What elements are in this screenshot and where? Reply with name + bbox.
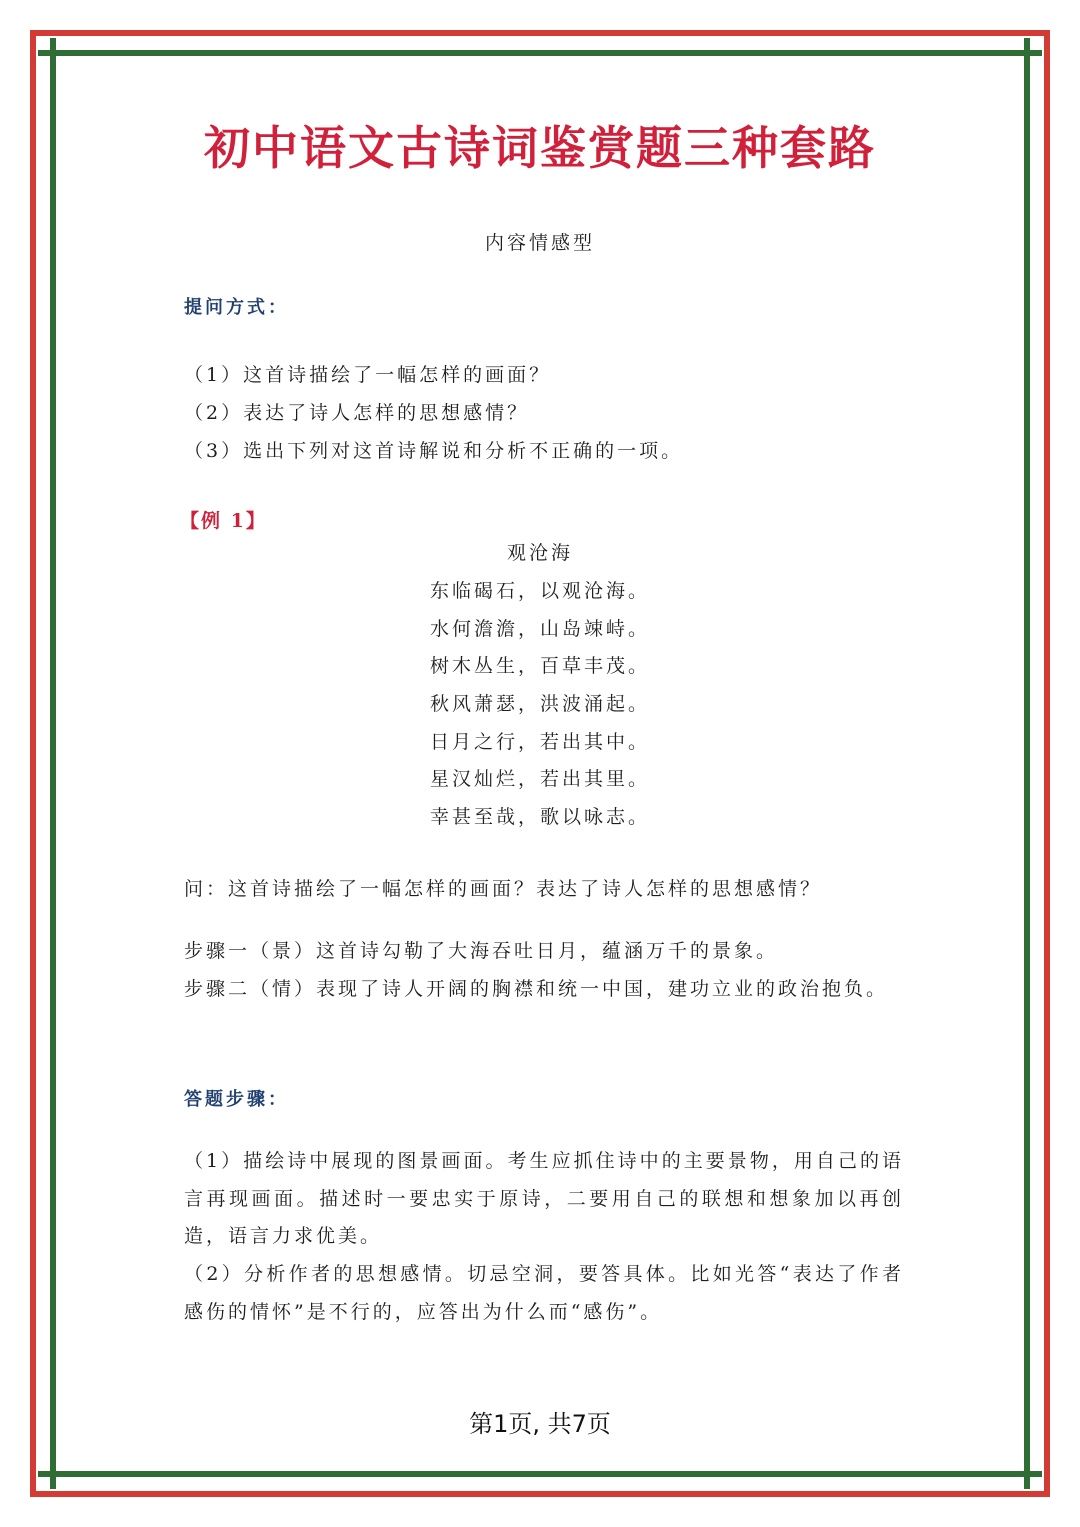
answer-step: （1）描绘诗中展现的图景画面。考生应抓住诗中的主要景物，用自己的语言再现画面。描述时一要忠实于原诗，二要用自己的联想和想象加以再创造，语言力求优美。 — [184, 1150, 904, 1248]
poem-line: 幸甚至哉，歌以咏志。 — [429, 806, 650, 829]
poem-title: 观沧海 — [506, 542, 573, 564]
question-heading: 提问方式： — [184, 297, 289, 318]
page-footer: 第1页, 共7页 — [469, 1410, 611, 1438]
frame-red-top — [30, 30, 1050, 36]
frame-green-bottom — [38, 1471, 1042, 1477]
question-item: （2）表达了诗人怎样的思想感情？ — [184, 402, 530, 424]
poem-line: 树木丛生，百草丰茂。 — [429, 655, 650, 678]
question-item: （3）选出下列对这首诗解说和分析不正确的一项。 — [184, 440, 684, 462]
poem-line: 秋风萧瑟，洪波涌起。 — [429, 693, 650, 716]
poem-line: 水何澹澹，山岛竦峙。 — [429, 617, 650, 640]
step-paragraph: 步骤二（情）表现了诗人开阔的胸襟和统一中国，建功立业的政治抱负。 — [184, 978, 889, 1000]
question-item: （1）这首诗描绘了一幅怎样的画面？ — [184, 364, 552, 386]
answer-step: （2）分析作者的思想感情。切忌空洞，要答具体。比如光答“表达了作者感伤的情怀”是不行的，应答出为什么而“感伤”。 — [184, 1263, 904, 1323]
poem-line: 星汉灿烂，若出其里。 — [429, 768, 650, 791]
document-title: 初中语文古诗词鉴赏题三种套路 — [204, 121, 876, 175]
poem-line: 日月之行，若出其中。 — [429, 730, 650, 753]
poem-line: 东临碣石，以观沧海。 — [429, 580, 650, 602]
poem-block — [0, 540, 1080, 842]
answer-heading: 答题步骤： — [184, 1089, 289, 1110]
document-subtitle: 内容情感型 — [484, 232, 595, 254]
example-label: 【例 1】 — [180, 510, 267, 532]
frame-red-bottom — [30, 1491, 1050, 1497]
step-paragraph: 步骤一（景）这首诗勾勒了大海吞吐日月，蕴涵万千的景象。 — [184, 940, 779, 962]
question-text: 问：这首诗描绘了一幅怎样的画面？表达了诗人怎样的思想感情？ — [184, 878, 823, 900]
frame-green-top — [38, 50, 1042, 56]
